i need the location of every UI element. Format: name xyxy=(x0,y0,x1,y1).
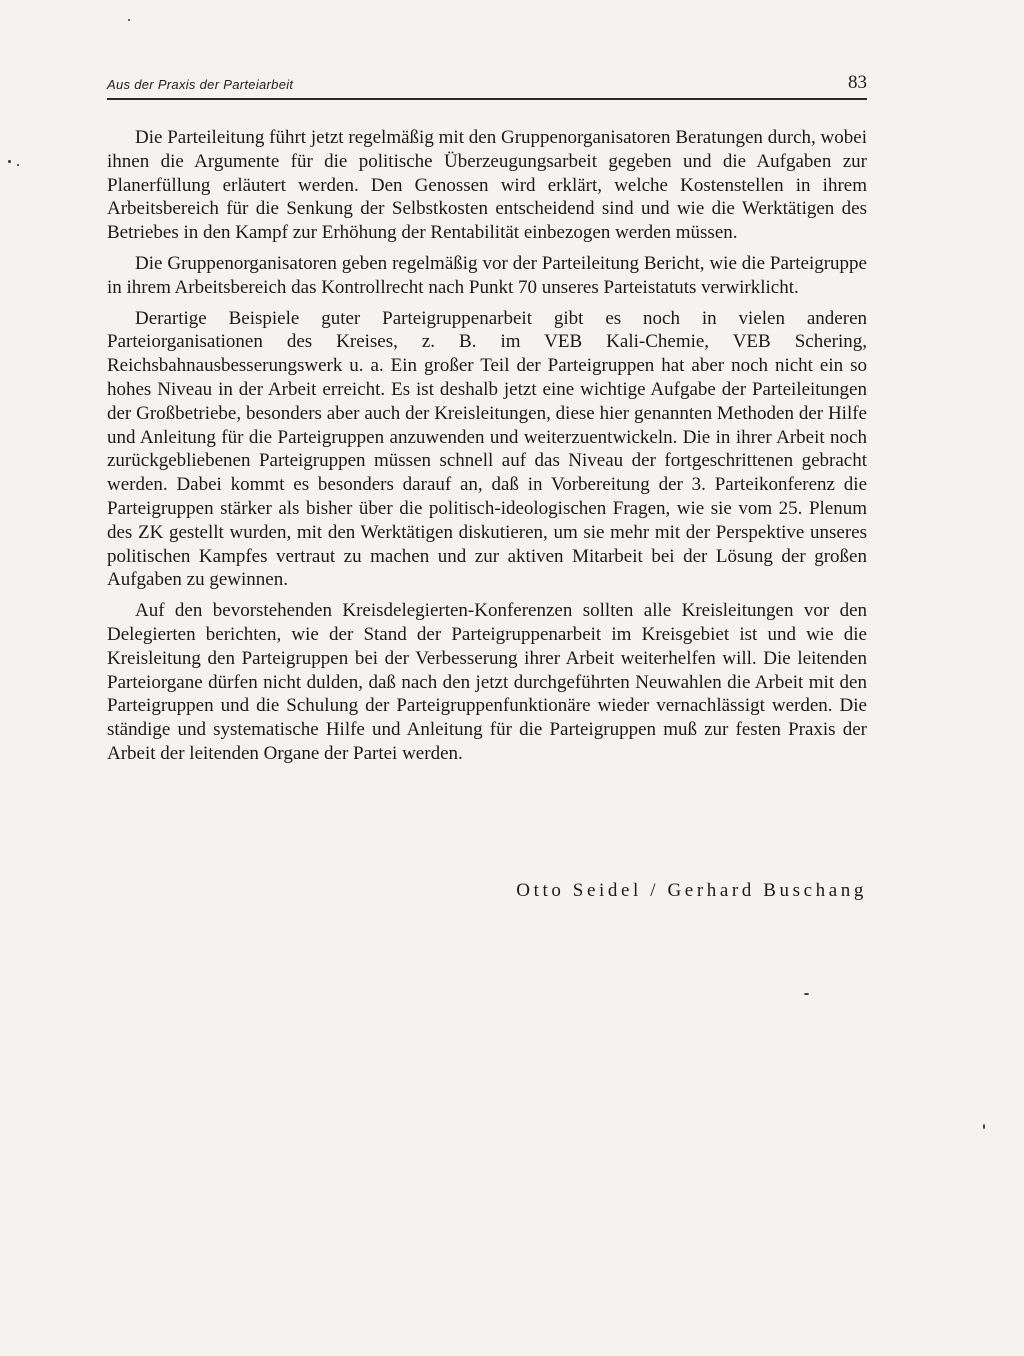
article-body xyxy=(107,126,867,773)
scan-speck xyxy=(804,993,809,995)
scan-speck xyxy=(983,1124,985,1129)
paragraph: Die Gruppenorganisatoren geben regelmäßig vor der Parteileitung Bericht, wie die Parteigruppe in ihrem Arbeitsbereich das Kontrollrecht nach Punkt 70 unseres Parteistatuts verwirklicht. xyxy=(107,252,867,298)
author-signature-line: Otto Seidel / Gerhard Buschang xyxy=(516,880,867,901)
page-number: 83 xyxy=(848,72,867,93)
scan-speck xyxy=(17,164,19,166)
paragraph: Die Parteileitung führt jetzt regelmäßig mit den Gruppenorganisatoren Beratungen durch, wobei ihnen die Argumente für die politische Überzeugungsarbeit gegeben und die Aufgaben zur Planerfüllung erläutert werden. Den Genossen wird erklärt, welche Kostenstellen in ihrem Arbeitsbereich für die Senkung der Selbstkosten entscheidend sind und wie die Werktätigen des Betriebes in den Kampf zur Erhöhung der Rentabilität einbezogen werden müssen. xyxy=(107,127,867,244)
scan-speck xyxy=(8,160,11,163)
scan-speck xyxy=(128,19,130,21)
running-title: Aus der Praxis der Parteiarbeit xyxy=(107,77,294,92)
paragraph: Derartige Beispiele guter Parteigruppenarbeit gibt es noch in vielen anderen Parteiorganisationen des Kreises, z. B. im VEB Kali-Chemie, VEB Schering, Reichsbahnausbesserungswerk u. a. Ein großer Teil der Parteigruppen hat aber noch nicht ein so hohes Niveau in der Arbeit erreicht. Es ist deshalb jetzt eine wichtige Aufgabe der Parteileitungen der Großbetriebe, besonders aber auch der Kreisleitungen, diese hier genannten Methoden der Hilfe und Anleitung für die Parteigruppen anzuwenden und weiterzuentwickeln. Die in ihrer Arbeit noch zurückgebliebenen Parteigruppen müssen schnell auf das Niveau der fortgeschrittenen gebracht werden. Dabei kommt es besonders darauf an, daß in Vorbereitung der 3. Parteikonferenz die Parteigruppen stärker als bisher über die politisch-ideologischen Fragen, wie sie vom 25. Plenum des ZK gestellt wurden, mit den Werktätigen diskutieren, um sie mehr mit der Perspektive unseres politischen Kampfes vertraut zu machen und zur aktiven Mitarbeit bei der Lösung der großen Aufgaben zu gewinnen. xyxy=(107,307,867,591)
running-head xyxy=(107,72,867,100)
paragraph: Auf den bevorstehenden Kreisdelegierten-Konferenzen sollten alle Kreisleitungen vor den Delegierten berichten, wie der Stand der Parteigruppenarbeit im Kreisgebiet ist und wie die Kreisleitung den Parteigruppen bei der Verbesserung ihrer Arbeit weiterhelfen will. Die leitenden Parteiorgane dürfen nicht dulden, daß nach den jetzt durchgeführten Neuwahlen die Arbeit mit den Parteigruppen und die Schulung der Parteigruppenfunktionäre wieder vernachlässigt werden. Die ständige und systematische Hilfe und Anleitung für die Parteigruppen muß zur festen Praxis der Arbeit der leitenden Organe der Partei werden. xyxy=(107,600,867,764)
